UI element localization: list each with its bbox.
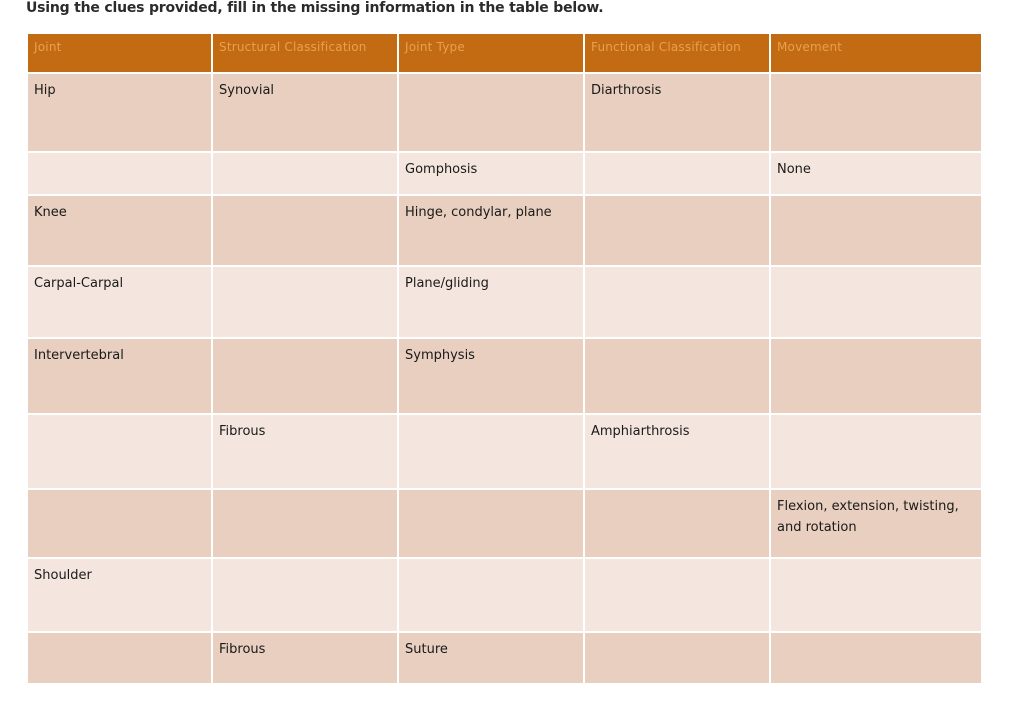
cell-functional[interactable] bbox=[584, 195, 770, 266]
cell-joint[interactable]: Carpal-Carpal bbox=[27, 266, 212, 338]
table-row bbox=[27, 152, 982, 195]
cell-functional[interactable] bbox=[584, 266, 770, 338]
table-row bbox=[27, 195, 982, 266]
cell-structural[interactable] bbox=[212, 558, 398, 632]
cell-joint[interactable] bbox=[27, 414, 212, 489]
cell-structural[interactable] bbox=[212, 338, 398, 414]
cell-movement[interactable] bbox=[770, 338, 982, 414]
header-joint: Joint bbox=[27, 33, 212, 73]
cell-structural[interactable]: Synovial bbox=[212, 73, 398, 152]
cell-movement[interactable] bbox=[770, 414, 982, 489]
cell-joint[interactable]: Intervertebral bbox=[27, 338, 212, 414]
cell-joint-type[interactable]: Gomphosis bbox=[398, 152, 584, 195]
cell-joint[interactable] bbox=[27, 489, 212, 558]
cell-joint[interactable]: Knee bbox=[27, 195, 212, 266]
table-row bbox=[27, 266, 982, 338]
cell-functional[interactable] bbox=[584, 338, 770, 414]
cell-joint[interactable] bbox=[27, 152, 212, 195]
cell-joint[interactable]: Shoulder bbox=[27, 558, 212, 632]
cell-functional[interactable] bbox=[584, 489, 770, 558]
header-structural-classification: Structural Classification bbox=[212, 33, 398, 73]
cell-movement[interactable] bbox=[770, 73, 982, 152]
cell-functional[interactable] bbox=[584, 632, 770, 684]
cell-joint[interactable]: Hip bbox=[27, 73, 212, 152]
cell-functional[interactable] bbox=[584, 152, 770, 195]
table-row bbox=[27, 632, 982, 684]
cell-movement[interactable] bbox=[770, 195, 982, 266]
cell-structural[interactable] bbox=[212, 195, 398, 266]
table-row bbox=[27, 558, 982, 632]
cell-movement[interactable] bbox=[770, 558, 982, 632]
cell-functional[interactable] bbox=[584, 558, 770, 632]
cell-functional[interactable]: Diarthrosis bbox=[584, 73, 770, 152]
header-movement: Movement bbox=[770, 33, 982, 73]
cell-structural[interactable] bbox=[212, 489, 398, 558]
cell-functional[interactable]: Amphiarthrosis bbox=[584, 414, 770, 489]
header-joint-type: Joint Type bbox=[398, 33, 584, 73]
cell-movement[interactable] bbox=[770, 266, 982, 338]
cell-joint-type[interactable]: Plane/gliding bbox=[398, 266, 584, 338]
table-row bbox=[27, 414, 982, 489]
cell-movement[interactable]: None bbox=[770, 152, 982, 195]
cell-joint-type[interactable]: Suture bbox=[398, 632, 584, 684]
cell-structural[interactable] bbox=[212, 266, 398, 338]
instruction-text: Using the clues provided, fill in the missing information in the table below. bbox=[26, 0, 604, 16]
table-row bbox=[27, 338, 982, 414]
header-functional-classification: Functional Classification bbox=[584, 33, 770, 73]
cell-joint-type[interactable]: Hinge, condylar, plane bbox=[398, 195, 584, 266]
cell-movement[interactable]: Flexion, extension, twisting, and rotation bbox=[770, 489, 982, 558]
cell-joint-type[interactable] bbox=[398, 414, 584, 489]
cell-joint-type[interactable] bbox=[398, 73, 584, 152]
table-row bbox=[27, 73, 982, 152]
cell-movement[interactable] bbox=[770, 632, 982, 684]
cell-joint-type[interactable]: Symphysis bbox=[398, 338, 584, 414]
cell-joint-type[interactable] bbox=[398, 489, 584, 558]
cell-joint-type[interactable] bbox=[398, 558, 584, 632]
cell-structural[interactable]: Fibrous bbox=[212, 632, 398, 684]
cell-structural[interactable] bbox=[212, 152, 398, 195]
header-row bbox=[27, 33, 982, 73]
table-row bbox=[27, 489, 982, 558]
cell-joint[interactable] bbox=[27, 632, 212, 684]
joint-classification-table bbox=[26, 32, 983, 685]
cell-structural[interactable]: Fibrous bbox=[212, 414, 398, 489]
